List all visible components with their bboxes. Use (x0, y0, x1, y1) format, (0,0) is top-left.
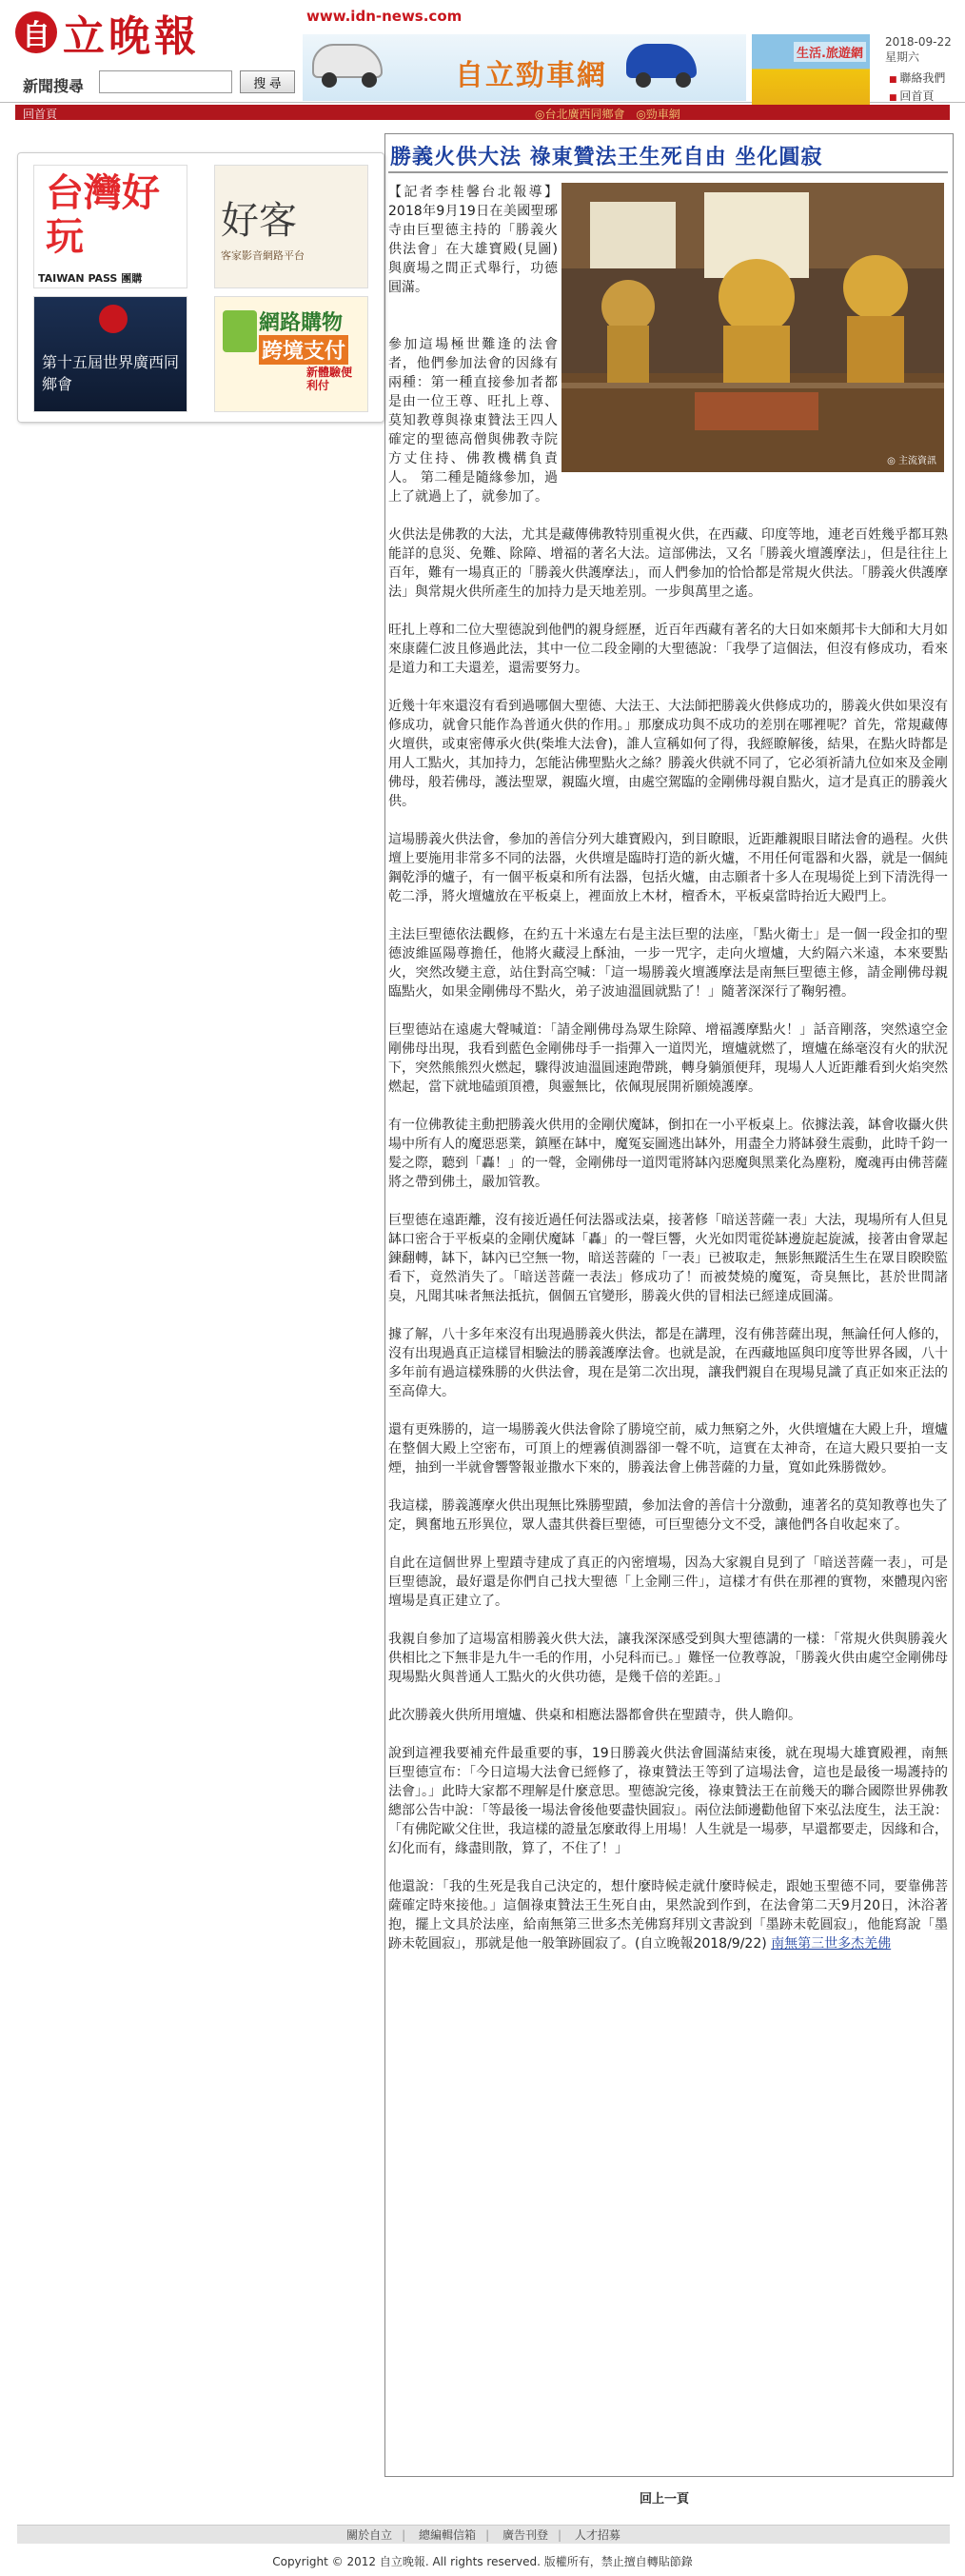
article-paragraph: 火供法是佛教的大法，尤其是藏傳佛教特別重視火供，在西藏、印度等地，連老百姓幾乎都耳熟能詳的息災、免難、除障、增福的著名大法。這部佛法，又名「勝義火壇護摩法」，但是往往上百年，難有一場真正的「勝義火供護摩法」，而人們參加的恰恰都是常規火供法。「勝義火供護摩法」與常規火供所產生的加持力是天地差別。一步與萬里之遙。 (388, 527, 948, 600)
copyright-text: Copyright © 2012 自立晚報. All rights reserved. 版權所有，禁止擅自轉貼節錄 (272, 2555, 693, 2568)
banner-title: 自立勁車網 (455, 59, 607, 92)
ad-online-shopping[interactable] (214, 296, 368, 412)
title-divider (388, 171, 948, 173)
ad-shop-sub: 跨境支付 (259, 335, 348, 365)
date-text: 2018-09-22 (885, 35, 952, 49)
search-input[interactable] (99, 70, 232, 93)
buddha-link[interactable]: 南無第三世多杰羌佛 (771, 1936, 892, 1952)
nav-link-car[interactable]: ◎勁車網 (636, 108, 680, 121)
ad-shop-extra: 新體驗便利付 (306, 366, 353, 392)
nav-links (535, 106, 688, 122)
home-link[interactable]: ■ 回首頁 (889, 89, 945, 107)
article-paragraph: 巨聖德在遠距離，沒有接近過任何法器或法桌，接著修「暗送菩薩一表」大法，現場所有人但見缽口密合于平板桌的金剛伏魔缽「轟」的一聲巨響，火光如閃電從缽邊旋起旋滅，接著由會眾起鍊翻轉，缽下，缽內已空無一物，暗送菩薩的「一表」已被取走，無影無蹤活生生在眾目睽睽監看下，竟然消失了。「暗送菩薩一表法」修成功了！而被焚燒的魔冤，奇臭無比，甚於世間諸臭，凡聞其味者無法抵抗，個個五官變形，勝義火供的冒相法已經達成圓滿。 (388, 1213, 948, 1304)
contact-us-link[interactable]: ■ 聯絡我們 (889, 70, 945, 89)
footer-link-about[interactable]: 關於自立 (346, 2528, 393, 2542)
footer-separator: | (402, 2528, 406, 2542)
wheel-icon (322, 72, 337, 88)
footer-link-editor[interactable]: 總編輯信箱 (419, 2528, 477, 2542)
article-paragraph: 旺扎上尊和二位大聖德說到他們的親身經歷，近百年西藏有著名的大日如來頗邦卡大師和大月如來康薩仁波且修過此法，其中一位二段金剛的大聖德說：「我學了這個法，但沒有修成功，看來是道力和工夫還差，還需要努力。 (388, 623, 948, 676)
site-header (0, 0, 965, 103)
date-display (885, 34, 961, 65)
article-paragraph: 近幾十年來還沒有看到過哪個大聖德、大法王、大法師把勝義火供修成功的，勝義火供如果沒有修成功，就會只能作為普通火供的作用。」那麼成功與不成功的差別在哪裡呢？首先，常規藏傳火壇供，或東密傳承火供(柴堆大法會)，誰人宣稱如何了得，我經瞭解後，結果，在點火時都是用人工點火，其加持力，怎能沾佛聖點火之絲？勝義火供就不同了，它必須祈請九位如來及金剛佛母，般若佛母，護法聖眾，親臨火壇，由處空駕臨的金剛佛母親自點火，這才是真正的勝義火供。 (388, 699, 948, 809)
travel-banner-text: 生活.旅遊網 (794, 42, 866, 62)
article-paragraph: 說到這裡我要補充件最重要的事，19日勝義火供法會圓滿結束後，就在現場大雄寶殿裡，南無巨聖德宣布：「今日這場大法會已經修了，祿東贊法王等到了這場法會，這也是最後一場護持的法會」。」此時大家都不理解是什麼意思。聖德說完後，祿東贊法王在前幾天的聯合國際世界佛教總部公告中說：「等最後一場法會後他要盡快圓寂」。兩位法師邊勸他留下來弘法度生，法王說：「有佛陀歐父住世，我這樣的證量怎麼敢得上用場！人生就是一場夢，早還都要走，因緣和合，幻化而有，緣盡則散，算了，不住了！」 (388, 1746, 948, 1856)
nav-bar (15, 105, 950, 120)
ad-hakka-title: 好客 (221, 199, 297, 243)
footer-bar (17, 2525, 950, 2544)
wheel-icon (362, 72, 377, 88)
shopping-bag-icon (223, 310, 257, 352)
search-label: 新聞搜尋 (23, 77, 85, 95)
article-paragraph: 據了解，八十多年來沒有出現過勝義火供法，都是在講理，沒有佛菩薩出現，無論任何人修的，沒有出現過真正這樣冒相驗法的勝義護摩法會。也就是說，在西藏地區與印度等世界各國，八十多年前有過這樣殊勝的火供法會，現在是第二次出現，讓我們親自在現場見識了真正如來正法的至高偉大。 (388, 1327, 948, 1399)
article-paragraph: 【記者李桂馨台北報導】2018年9月19日在美國聖琊寺由巨聖德主持的「勝義火供法會」在大雄寶殿(見圖)與廣場之間正式舉行，功德圓滿。 (388, 185, 558, 295)
ad-guangxi-title: 第十五屆世界廣西同鄉會 (42, 353, 180, 393)
logo-name: 立晚報 (63, 12, 200, 61)
article-paragraph: 此次勝義火供所用壇爐、供桌和相應法器都會供在聖蹟寺，供人瞻仰。 (388, 1708, 801, 1723)
article-paragraph-text: 他還說：「我的生死是我自己決定的，想什麼時候走就什麼時候走，跟她玉聖德不同，要靠佛菩薩確定時來接他。」這個祿東贊法王生死自由，果然說到作到，在法會第二天9月20日，沐浴著抱，擺上文具於法座，給南無第三世多杰羌佛寫拜別文書說到「墨跡未乾圓寂」，他能寫說「墨跡未乾圓寂」，那就是他一般筆跡圓寂了。(自立晚報2018/9/22) (388, 1879, 948, 1952)
article-paragraph: 我親自參加了這場富相勝義火供大法，讓我深深感受到與大聖德講的一樣：「常規火供與勝義火供相比之下無非是九牛一毛的作用，小兒科而已。」難怪一位教尊說，「勝義火供由處空金剛佛母現場點火與普通人工點火的火供功德，是幾千倍的差距。」 (388, 1632, 948, 1685)
article-paragraph: 巨聖德站在遠處大聲喊道：「請金剛佛母為眾生除障、增福護摩點火！」話音剛落，突然遠空金剛佛母出現，我看到藍色金剛佛母手一指彈入一道閃光，壇爐就燃了，壇爐在絲毫沒有火的狀況下，突然熊熊烈火燃起，驟得波迪溫圓速跑帶跳，轉身躺頒便拜，現場人人近距離看到火焰突然燃起，當下就地磕頭頂禮，與靈無比，依佩現展開祈願燒護摩。 (388, 1022, 948, 1095)
back-link[interactable]: 回上一頁 (640, 2492, 690, 2507)
logo-badge: 自 (15, 11, 57, 53)
article-title: 勝義火供大法 祿東贊法王生死自由 坐化圓寂 (390, 146, 823, 169)
footer-link-ads[interactable]: 廣告刊登 (502, 2528, 548, 2542)
footer-link-jobs[interactable]: 人才招募 (574, 2528, 620, 2542)
car-banner-ad[interactable] (303, 34, 746, 101)
article-paragraph: 這場勝義火供法會，參加的善信分列大雄寶殿內，到目瞭眼，近距離親眼目睹法會的過程。火供壇上要施用非常多不同的法器，火供壇是臨時打造的新火爐，不用任何電器和火器，就是一個純鋼乾淨的爐子，有一個平板桌和所有法器，包括火爐，由志願者十多人在現場從上到下清洗得一乾二淨，將火壇爐放在平板桌上，裡面放上木材，檀香木，平板桌當時抬近大殿門上。 (388, 832, 948, 904)
site-url[interactable]: www.idn-news.com (306, 8, 463, 25)
article-paragraph: 自此在這個世界上聖蹟寺建成了真正的內密壇場，因為大家親自見到了「暗送菩薩一表」，可是巨聖德說，最好還是你們自己找大聖德「上金剛三件」，這樣才有供在那裡的實物，來體現內密壇場是真正建立了。 (388, 1556, 948, 1609)
article-paragraph: 我這樣，勝義護摩火供出現無比殊勝聖蹟，參加法會的善信十分激動，連著名的莫知教尊也失了定，興奮地五形異位，眾人盡其供養巨聖德，可巨聖德分文不受，讓他們各自收起來了。 (388, 1498, 948, 1533)
sidebar-ads (17, 152, 384, 423)
ad-taiwan-pass[interactable] (33, 165, 187, 288)
ad-hakka-tv[interactable] (214, 165, 368, 288)
article-paragraph-last (388, 1877, 948, 1953)
wheel-icon (636, 72, 651, 88)
ad-taiwan-title: 台灣好玩 (46, 170, 160, 259)
article-paragraph: 主法巨聖德依法觀修，在約五十米遠左右是主法巨聖的法座，「點火衛士」是一個一段金扣的聖德波維區陽尊擔任，他將火藏浸上酥油，一步一咒字，走向火壇爐，大約隔六米遠，本來要點火，突然改變主意，站住對高空喊：「這一場勝義火壇護摩法是南無巨聖德主修，請金剛佛母親臨點火，如果金剛佛母不點火，弟子波迪溫圓就點了！」隨著深深行了鞠躬禮。 (388, 927, 948, 1000)
ad-taiwan-sub: TAIWAN PASS 團購 (38, 272, 143, 285)
temple-hall-image (561, 183, 944, 472)
ad-shop-title: 網路購物 (259, 311, 344, 335)
nav-home-link[interactable]: 回首頁 (23, 108, 58, 121)
search-button[interactable]: 搜 尋 (240, 70, 295, 93)
footer-separator: | (485, 2528, 490, 2542)
article-paragraph: 有一位佛教徒主動把勝義火供用的金剛伏魔缽，倒扣在一小平板桌上。依據法義，缽會收攝火供場中所有人的魔惡惡業，鎮壓在缽中，魔冤妄圖逃出缽外，用盡全力將缽發生震動，此時千鈞一髮之際，聽到「轟！」的一聲，金剛佛母一道閃電將缽內惡魔與黑業化為塵粉，魔魂再由佛菩薩將之帶到佛土，嚴加管教。 (388, 1118, 948, 1190)
photo-caption: ◎ 主流資訊 (887, 456, 936, 466)
header-links (889, 70, 945, 107)
wheel-icon (676, 72, 691, 88)
seal-icon (99, 305, 128, 333)
weekday-text: 星期六 (885, 50, 920, 64)
nav-link-guangxi[interactable]: ◎台北廣西同鄉會 (535, 108, 625, 121)
ad-hakka-sub: 客家影音網路平台 (221, 249, 305, 262)
footer-separator: | (557, 2528, 561, 2542)
article-photo[interactable] (561, 183, 944, 472)
article-paragraph: 參加這場極世難逢的法會者，他們參加法會的因緣有兩種：第一種直接參加者都是由一位王尊、旺扎上尊、莫知教尊與祿東贊法王四人確定的聖德高僧與佛教寺院方丈住持、佛教機構負責人。 第二種是隨緣參加，過上了就過上了，就參加了。 (388, 337, 558, 505)
ad-guangxi-association[interactable] (33, 296, 187, 412)
article-paragraph: 還有更殊勝的，這一場勝義火供法會除了勝境空前，威力無窮之外，火供壇爐在大殿上升，壇爐在整個大殿上空密布，可頂上的煙霧偵測器卻一聲不吭，這實在太神奇，在這大殿只要拍一支煙，抽到一半就會響警報並撒水下來的，勝義法會上佛菩薩的力量，寬如此殊勝微妙。 (388, 1422, 948, 1476)
site-logo[interactable] (15, 8, 200, 61)
